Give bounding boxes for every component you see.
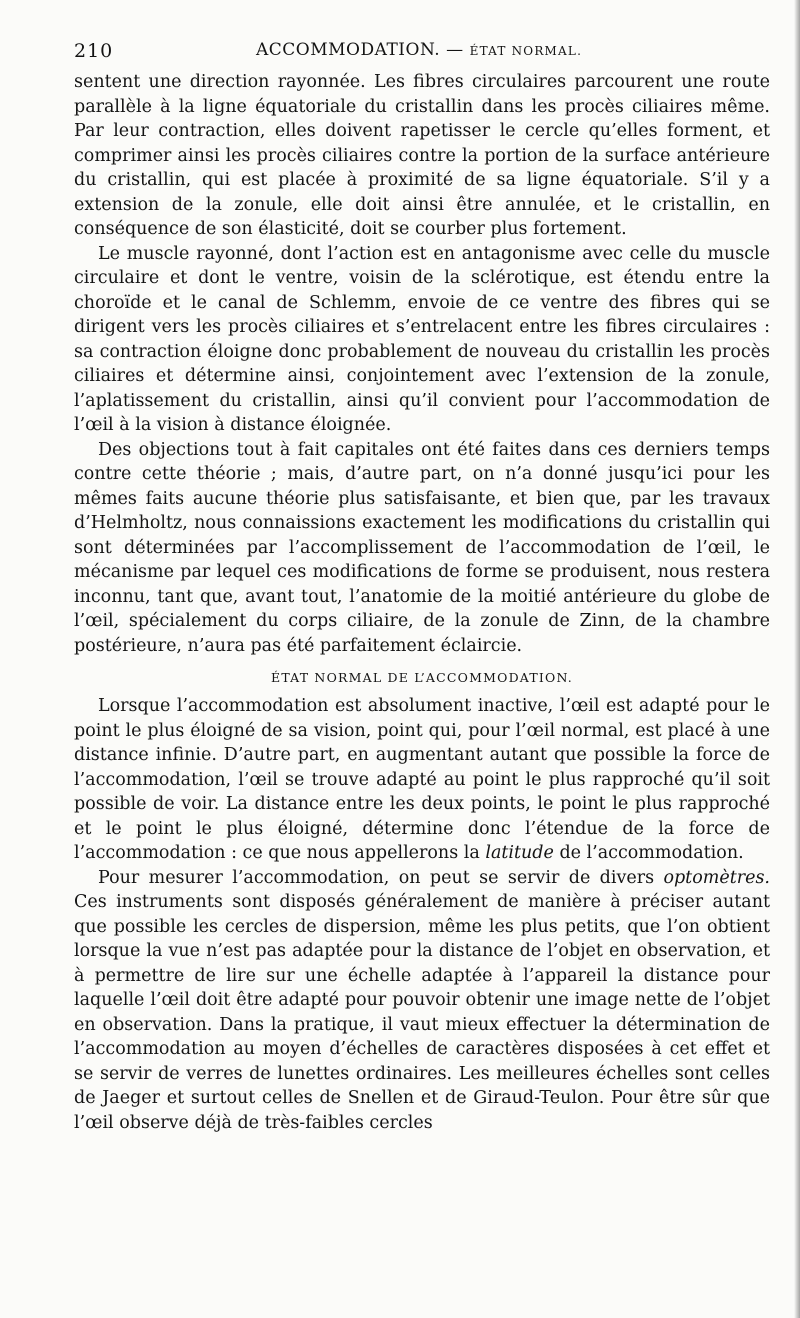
- running-title-main: ACCOMMODATION.: [256, 40, 441, 60]
- running-head: [74, 38, 770, 64]
- paragraph-4: [74, 694, 770, 866]
- section-heading: ÉTAT NORMAL DE L’ACCOMMODATION.: [271, 670, 573, 685]
- page-number: 210: [74, 40, 114, 62]
- paragraph-5-text-b: Ces instruments sont disposés généralement de manière à préciser autant que possible les cercles de dispersion, même les plus petits, que l’on obtient lorsque la vue n’est pas adaptée pour la distance de l’objet en observation, et à permettre de lire sur une échelle adaptée à l’appareil la distance pour laquelle l’œil doit être adapté pour pouvoir obtenir une image nette de l’objet en observation. Dans la pratique, il vaut mieux effectuer la détermination de l’accommodation au moyen d’échelles de caractères disposées à cet effet et se servir de verres de lunettes ordinaires. Les meilleures échelles sont celles de Jaeger et surtout celles de Snellen et de Giraud-Teulon. Pour être sûr que l’œil observe déjà de très-faibles cercles: [74, 892, 770, 1133]
- paragraph-4-text-a: Lorsque l’accommodation est absolument inactive, l’œil est adapté pour le point le plus éloigné de sa vision, point qui, pour l’œil normal, est placé à une distance infinie. D’autre part, en augmentant autant que possible la force de l’accommodation, l’œil se trouve adapté au point le plus rapproché qu’il soit possible de voir. La distance entre les deux points, le point le plus rapproché et le point le plus éloigné, détermine donc l’étendue de la force de l’accommodation : ce que nous appellerons la: [74, 696, 770, 863]
- paragraph-5: [74, 866, 770, 1136]
- paragraph-5-italic: optomètres.: [663, 867, 770, 888]
- paragraph-1: sentent une direction rayonnée. Les fibres circulaires parcourent une route parallèle à la ligne équatoriale du cristallin dans les procès ciliaires même. Par leur contraction, elles doivent rapetisser le cercle qu’elles forment, et comprimer ainsi les procès ciliaires contre la portion de la surface antérieure du cristallin, qui est placée à proximité de sa ligne équatoriale. S’il y a extension de la zonule, elle doit ainsi être annulée, et le cristallin, en conséquence de son élasticité, doit se courber plus fortement.: [74, 72, 770, 239]
- paragraph-5-text-a: Pour mesurer l’accommodation, on peut se servir de divers: [98, 867, 664, 888]
- running-title-dash: —: [446, 40, 464, 60]
- paragraph-4-text-b: de l’accommodation.: [553, 843, 744, 863]
- running-title: [256, 40, 582, 60]
- running-title-sub: ÉTAT NORMAL.: [469, 44, 583, 58]
- paragraph-3: Des objections tout à fait capitales ont été faites dans ces derniers temps contre cette théorie ; mais, d’autre part, on n’a donné jusqu’ici pour les mêmes faits aucune théorie plus satisfaisante, et bien que, par les travaux d’Helmholtz, nous connaissions exactement les modifications du cristallin qui sont déterminées par l’accomplissement de l’accommodation de l’œil, le mécanisme par lequel ces modifications de forme se produisent, nous restera inconnu, tant que, avant tout, l’anatomie de la moitié antérieure du globe de l’œil, spécialement du corps ciliaire, de la zonule de Zinn, de la chambre postérieure, n’aura pas été parfaitement éclaircie.: [74, 439, 770, 656]
- paragraph-4-italic: latitude: [485, 843, 554, 863]
- paragraph-2: Le muscle rayonné, dont l’action est en antagonisme avec celle du muscle circulaire et dont le ventre, voisin de la sclérotique, est étendu entre la choroïde et le canal de Schlemm, envoie de ce ventre des fibres qui se dirigent vers les procès ciliaires et s’entrelacent entre les fibres circulaires : sa contraction éloigne donc probablement de nouveau du cristallin les procès ciliaires et détermine ainsi, conjointement avec l’extension de la zonule, l’aplatissement du cristallin, ainsi qu’il convient pour l’accommodation de l’œil à la vision à distance éloignée.: [74, 243, 770, 435]
- body-text: [74, 70, 770, 1135]
